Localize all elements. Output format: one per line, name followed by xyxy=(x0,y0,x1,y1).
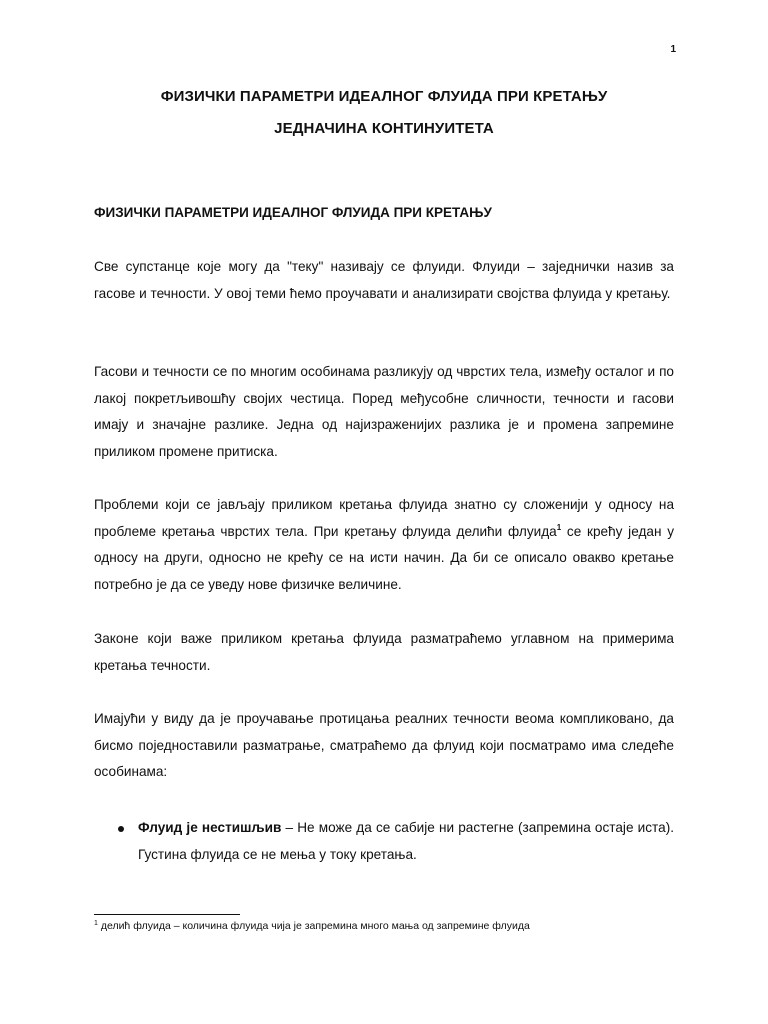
list-item xyxy=(138,815,674,868)
footnote-reference[interactable]: 1 xyxy=(556,522,562,532)
document-title: ФИЗИЧКИ ПАРАМЕТРИ ИДЕАЛНОГ ФЛУИДА ПРИ КРЕТАЊУ xyxy=(160,88,608,105)
list-item-text: – Не може да се сабије ни растегне (запремина остаје иста). Густина флуида се не мења у току кретања. xyxy=(138,820,674,862)
page-number: 1 xyxy=(670,44,676,55)
paragraph-motion-problems-part2: се крећу један у односу на други, односно не крећу се на исти начин. Да би се описало овакво кретање потребно је да се уведу нове физичке величине. xyxy=(94,523,674,593)
paragraph-gases-liquids: Гасови и течности се по многим особинама разликују од чврстих тела, између осталог и по лакој покретљивошћу својих честица. Поред међусобне сличности, течности и гасови имају и значајне разлике. Једна од најизраженијих разлика је и промена запремине приликом промене притиска. xyxy=(94,364,674,460)
paragraph-fluids-definition: Све супстанце које могу да "теку" називају се флуиди. Флуиди – заједнички назив за гасове и течности. У овој теми ћемо проучавати и анализирати својства флуида у кретању. xyxy=(94,259,674,301)
paragraph-motion-problems xyxy=(94,492,674,599)
footnote-divider xyxy=(94,914,240,915)
document-subtitle: ЈЕДНАЧИНА КОНТИНУИТЕТА xyxy=(274,120,494,137)
footnote-marker: 1 xyxy=(94,920,98,927)
list-item-term: Флуид је нестишљив xyxy=(138,820,282,835)
paragraph-laws: Законе који важе приликом кретања флуида разматраћемо углавном на примерима кретања течности. xyxy=(94,631,674,673)
bullet-list xyxy=(118,815,674,868)
section-heading: ФИЗИЧКИ ПАРАМЕТРИ ИДЕАЛНОГ ФЛУИДА ПРИ КРЕТАЊУ xyxy=(94,205,492,220)
bullet-icon xyxy=(118,826,124,832)
paragraph-motion-problems-part1: Проблеми који се јављају приликом кретања флуида знатно су сложенији у односу на проблеме кретања чврстих тела. При кретању флуида делићи флуида xyxy=(94,497,674,539)
footnote-text: делић флуида – количина флуида чија је запремина много мања од запремине флуида xyxy=(97,920,530,932)
footnote xyxy=(94,920,530,932)
paragraph-assumptions: Имајући у виду да је проучавање протицања реалних течности веома компликовано, да бисмо поједноставили разматрање, сматраћемо да флуид који посматрамо има следеће особинама: xyxy=(94,711,674,780)
